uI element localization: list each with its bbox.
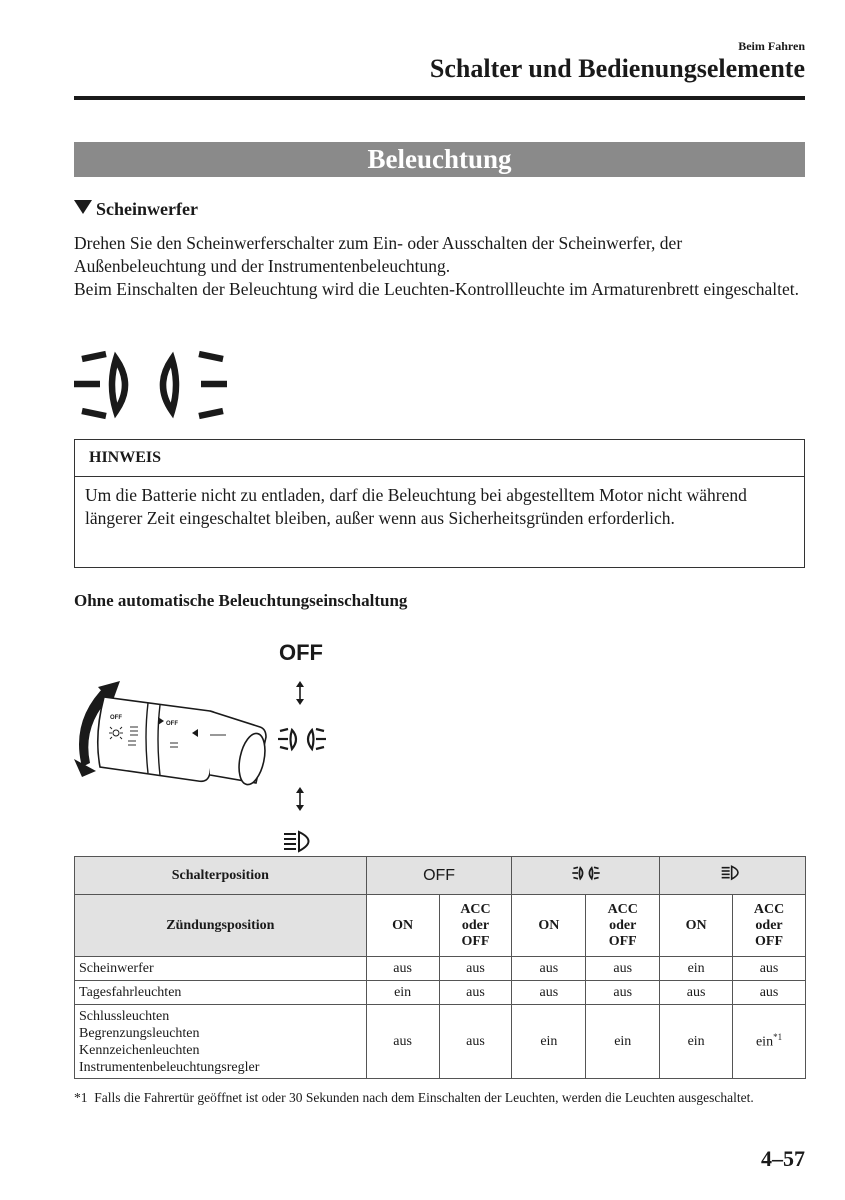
ignition-on: ON [512,895,586,957]
switch-position-table [74,856,806,1079]
subheading-scheinwerfer [74,199,198,220]
table-cell: aus [439,981,512,1005]
table-cell: ein [512,1005,586,1079]
ignition-acc-off: ACC oder OFF [733,895,806,957]
table-cell: ein [660,957,733,981]
table-row [75,957,806,981]
row-label: Scheinwerfer [75,957,367,981]
body-text [74,232,809,301]
table-cell: aus [439,1005,512,1079]
header-rule [74,96,805,100]
off-position-label: OFF [279,640,323,665]
ignition-acc-off: ACC oder OFF [439,895,512,957]
table-cell: aus [586,957,660,981]
table-cell: ein [660,1005,733,1079]
subheading-ohne-automatik: Ohne automatische Beleuchtungseinschaltung [74,591,408,610]
footnote-ref: *1 [773,1032,783,1043]
light-switch-diagram [60,675,360,855]
note-box [74,439,805,568]
table-cell: aus [733,981,806,1005]
triangle-icon [74,200,92,214]
note-heading: HINWEIS [75,440,804,477]
parking-light-icon [570,865,602,881]
table-cell: ein [586,1005,660,1079]
table-row [75,1005,806,1079]
stalk-off-label-1: OFF [110,715,122,721]
table-row [75,981,806,1005]
stalk-off-label-2: OFF [166,721,178,727]
table-cell: aus [439,957,512,981]
subheading-text: Scheinwerfer [96,199,198,219]
parking-light-column-header [512,857,660,895]
table-cell: ein [366,981,439,1005]
headlight-column-header [660,857,806,895]
off-column-header: OFF [366,857,512,895]
zuendungsposition-header: Zündungsposition [75,895,367,957]
row-label: Tagesfahrleuchten [75,981,367,1005]
page-title: Beleuchtung [74,142,805,177]
table-cell: aus [366,1005,439,1079]
page-number: 4–57 [761,1146,805,1171]
ignition-on: ON [366,895,439,957]
paragraph: Drehen Sie den Scheinwerferschalter zum Ein- oder Ausschalten der Scheinwerfer, der Außenbeleuchtung und der Instrumentenbeleuchtung. [74,233,683,276]
table-cell: aus [586,981,660,1005]
parking-light-icon [72,350,232,422]
table-cell: aus [366,957,439,981]
chapter-title: Schalter und Bedienungselemente [429,54,805,83]
section-label: Beim Fahren [738,39,805,53]
table-cell: aus [512,957,586,981]
ignition-on: ON [660,895,733,957]
footnote [74,1089,794,1107]
footnote-text: Falls die Fahrertür geöffnet ist oder 30 Sekunden nach dem Einschalten der Leuchten, werden die Leuchten ausgeschaltet. [94,1090,754,1105]
schalterposition-header: Schalterposition [75,857,367,895]
table-cell: aus [512,981,586,1005]
headlight-icon [720,865,746,881]
footnote-mark: *1 [74,1090,88,1105]
ignition-acc-off: ACC oder OFF [586,895,660,957]
note-text: Um die Batterie nicht zu entladen, darf die Beleuchtung bei abgestelltem Motor nicht während längerer Zeit eingeschaltet bleiben, außer wenn aus Sicherheitsgründen erforderlich. [85,485,747,528]
table-cell: aus [733,957,806,981]
paragraph: Beim Einschalten der Beleuchtung wird die Leuchten-Kontrollleuchte im Armaturenbrett eingeschaltet. [74,279,800,299]
table-cell: aus [660,981,733,1005]
row-label: Schlussleuchten Begrenzungsleuchten Kennzeichenleuchten Instrumentenbeleuchtungsregler [75,1005,367,1079]
table-cell: ein$^{*1}$ [733,1005,806,1079]
